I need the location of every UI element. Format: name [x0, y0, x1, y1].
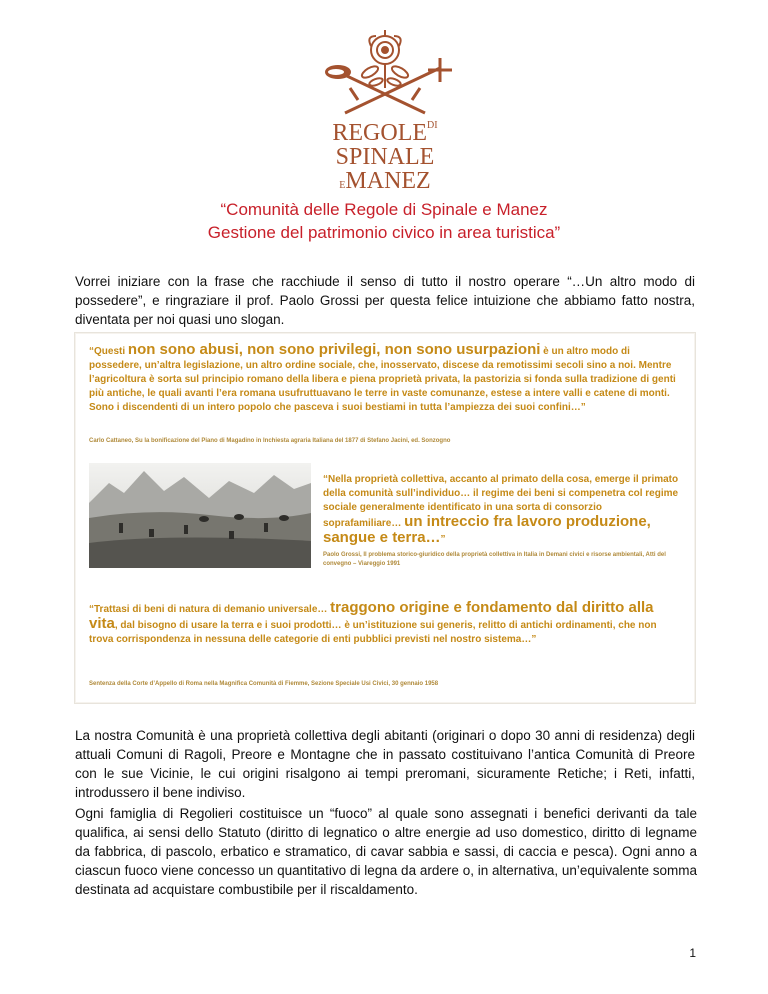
page-number: 1	[689, 946, 696, 960]
quotes-panel	[74, 332, 696, 704]
document-title-line-2: Gestione del patrimonio civico in area turistica”	[207, 223, 561, 242]
fuoco-paragraph: Ogni famiglia di Regolieri costituisce un “fuoco” al quale sono assegnati i benefici derivanti da tale qualifica, ai sensi dello Statuto (diritto di legnatico o altre energie ad uso domestico, diritto di legname da fabbrica, di pascolo, erbatico e stramatico, di cavar sabbia e sassi, di caccia e pesca). Ogni anno a ciascun fuoco viene concesso un quantitativo di legna da ardere o, in alternativa, un’equivalente somma destinata ad acquistare combustibile per il riscaldamento.	[75, 805, 697, 897]
quote-cattaneo: “Questi non sono abusi, non sono privilegi, non sono usurpazioni è un altro modo di possedere, un’altra legislazione, un altro ordine sociale, che, inosservato, discese da remotissimi secoli sino a noi. Mentre l’agricoltura è sorta sul principio romano della libera e piena proprietà privata, la pastorizia si fonda sulla tradizione di genti più antiche, le quali avanti l’era romana usufruttuavano le terre in vaste comunanze, estese a intere valli e catene di monti. Sono i discendenti di un intero popolo che pasceva i suoi bestiami in tutta l’ampiezza dei suoi confini…”	[89, 341, 676, 413]
community-paragraph: La nostra Comunità è una proprietà collettiva degli abitanti (originari o dopo 30 anni di residenza) degli attuali Comuni di Ragoli, Preore e Montagne che in passato costituivano l’antica Comunità di Preore con le sue Vicinie, le cui origini risalgono ai tempi preromani, sicuramente Retiche; i Reti, infatti, introdussero il bene indiviso.	[75, 727, 695, 800]
logo-line-manez: EMANEZ	[339, 168, 431, 194]
cite-grossi: Paolo Grossi, Il problema storico-giuridico della proprietà collettiva in Italia in Demani civici e risorse ambientali, Atti del convegno – Viareggio 1991	[323, 552, 666, 567]
document-title-line-1: “Comunità delle Regole di Spinale e Manez	[220, 200, 548, 219]
quote-grossi: “Nella proprietà collettiva, accanto al primato della cosa, emerge il primato della comunità sull’individuo… il regime dei beni si compenetra col regime sociale generalmente identificato in una sorta di consorzio soprafamiliare… un intreccio fra lavoro produzione, sangue e terra…”	[323, 474, 679, 546]
rose-crossed-swords-icon	[300, 28, 470, 123]
intro-paragraph: Vorrei iniziare con la frase che racchiude il senso di tutto il nostro operare “…Un altro modo di possedere”, e ringraziare il prof. Paolo Grossi per questa felice intuizione che abbiamo fatto nostra, diventata per noi quasi uno slogan.	[75, 273, 695, 327]
cite-corte-appello: Sentenza della Corte d’Appello di Roma nella Magnifica Comunità di Fiemme, Sezione Speciale Usi Civici, 30 gennaio 1958	[89, 681, 439, 687]
cite-cattaneo: Carlo Cattaneo, Su la bonificazione del Piano di Magadino in Inchiesta agraria Italiana del 1877 di Stefano Jacini, ed. Sonzogno	[89, 438, 451, 444]
logo-line-spinale: SPINALE	[335, 144, 435, 170]
regole-logo	[300, 28, 470, 194]
logo-line-regole: $REGOLE^{DI}$	[332, 120, 438, 146]
mountain-pasture-photo	[89, 463, 311, 568]
quote-corte-appello: “Trattasi di beni di natura di demanio universale… traggono origine e fondamento dal diritto alla vita, dal bisogno di usare la terra e i suoi prodotti… è un’istituzione sui generis, relitto di antichi ordinamenti, che non trova corrispondenza in nessuna delle categorie di enti pubblici previsti nel nostro sistema…”	[89, 599, 657, 645]
